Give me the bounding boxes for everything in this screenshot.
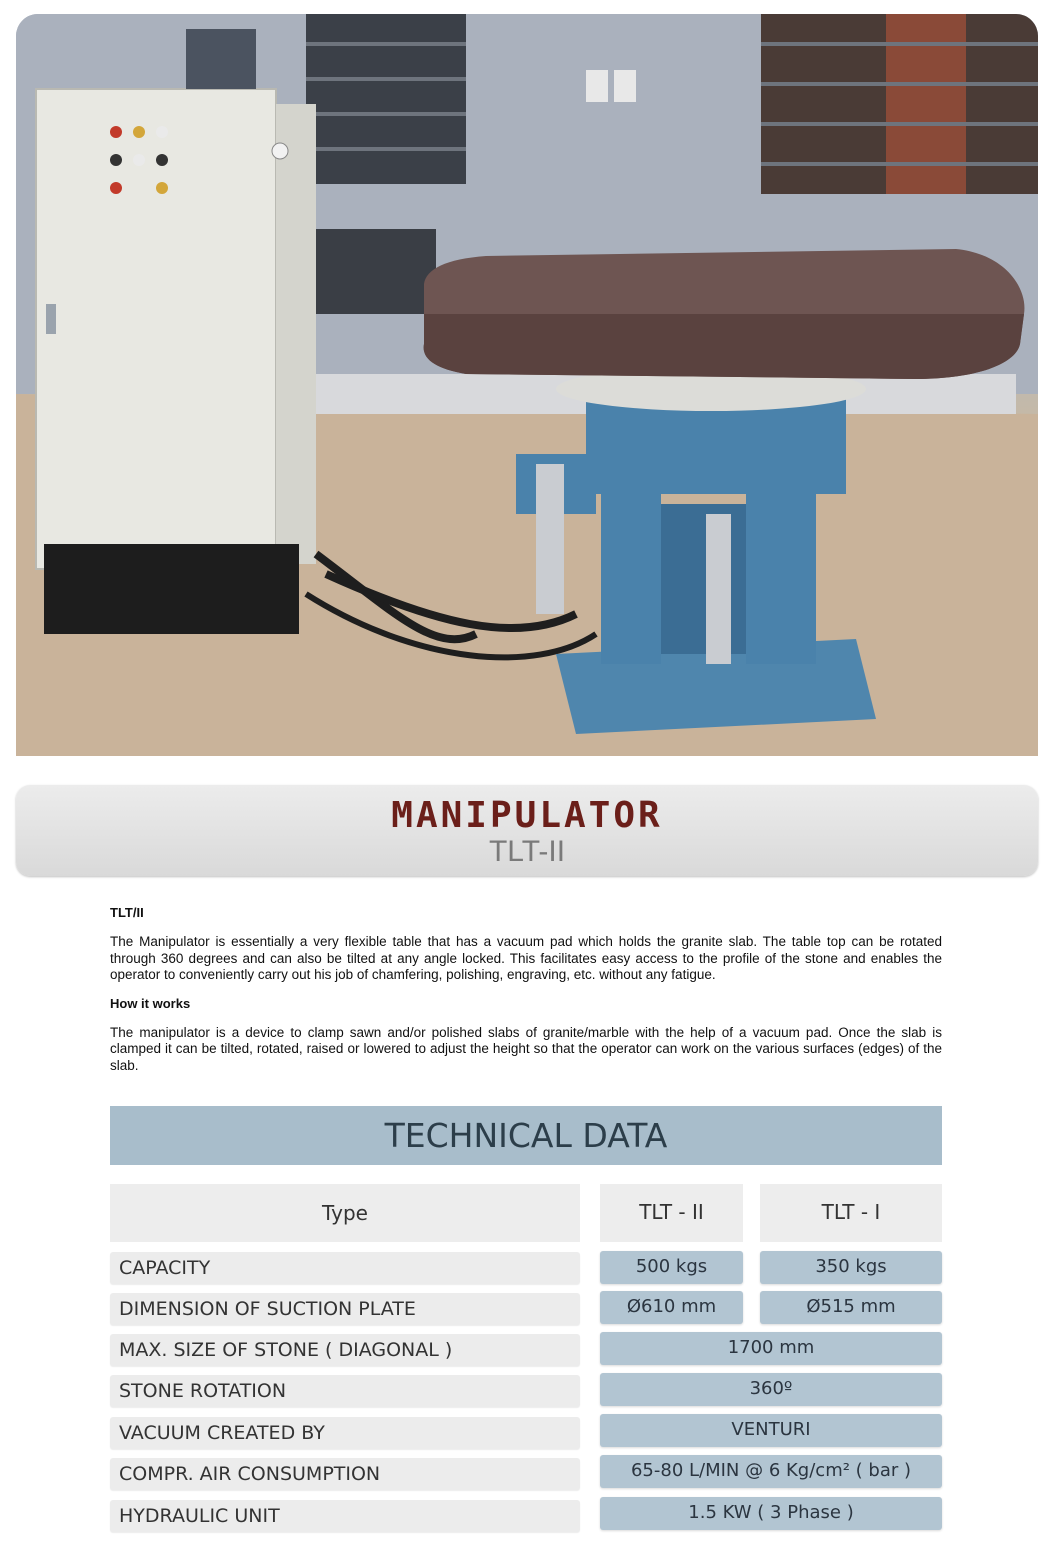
- hydraulic-unit-value: 1.5 KW ( 3 Phase ): [600, 1497, 942, 1530]
- how-it-works-heading: How it works: [110, 995, 191, 1011]
- suction-plate-tlt-i: Ø515 mm: [760, 1291, 942, 1324]
- column-header-tlt-ii: TLT - II: [600, 1184, 743, 1242]
- column-header-tlt-i: TLT - I: [760, 1184, 942, 1242]
- capacity-tlt-i: 350 kgs: [760, 1251, 942, 1284]
- row-label-vacuum: VACUUM CREATED BY: [110, 1417, 580, 1449]
- suction-plate-tlt-ii: Ø610 mm: [600, 1291, 743, 1324]
- title-band: [16, 785, 1038, 876]
- capacity-tlt-ii: 500 kgs: [600, 1251, 743, 1284]
- product-title: MANIPULATOR: [391, 795, 663, 836]
- how-it-works-paragraph: The manipulator is a device to clamp sawn and/or polished slabs of granite/marble with the help of a vacuum pad. Once the slab is clamped it can be tilted, rotated, raised or lowered to adjust the height so that the operator can work on the various surfaces (edges) of the slab.: [110, 1024, 942, 1073]
- row-label-air-consumption: COMPR. AIR CONSUMPTION: [110, 1458, 580, 1490]
- vacuum-value: VENTURI: [600, 1414, 942, 1447]
- air-consumption-value: 65-80 L/MIN @ 6 Kg/cm² ( bar ): [600, 1455, 942, 1488]
- product-model: TLT-II: [488, 835, 566, 868]
- max-size-value: 1700 mm: [600, 1332, 942, 1365]
- description-heading: TLT/II: [110, 905, 144, 920]
- row-label-max-size: MAX. SIZE OF STONE ( DIAGONAL ): [110, 1334, 580, 1366]
- column-header-type: Type: [110, 1184, 580, 1242]
- description-paragraph: The Manipulator is essentially a very flexible table that has a vacuum pad which holds the granite slab. The table top can be rotated through 360 degrees and can also be tilted at any angle locked. This facilitates easy access to the profile of the stone and enables the operator to conveniently carry out his job of chamfering, polishing, engraving, etc. without any fatigue.: [110, 934, 942, 982]
- row-label-stone-rotation: STONE ROTATION: [110, 1375, 580, 1407]
- row-label-hydraulic-unit: HYDRAULIC UNIT: [110, 1500, 580, 1532]
- description: [110, 905, 942, 1086]
- technical-data-header: TECHNICAL DATA: [110, 1106, 942, 1165]
- row-label-capacity: CAPACITY: [110, 1252, 580, 1284]
- stone-rotation-value: 360º: [600, 1373, 942, 1406]
- row-label-suction-plate: DIMENSION OF SUCTION PLATE: [110, 1293, 580, 1325]
- machine-photo: [16, 14, 1038, 756]
